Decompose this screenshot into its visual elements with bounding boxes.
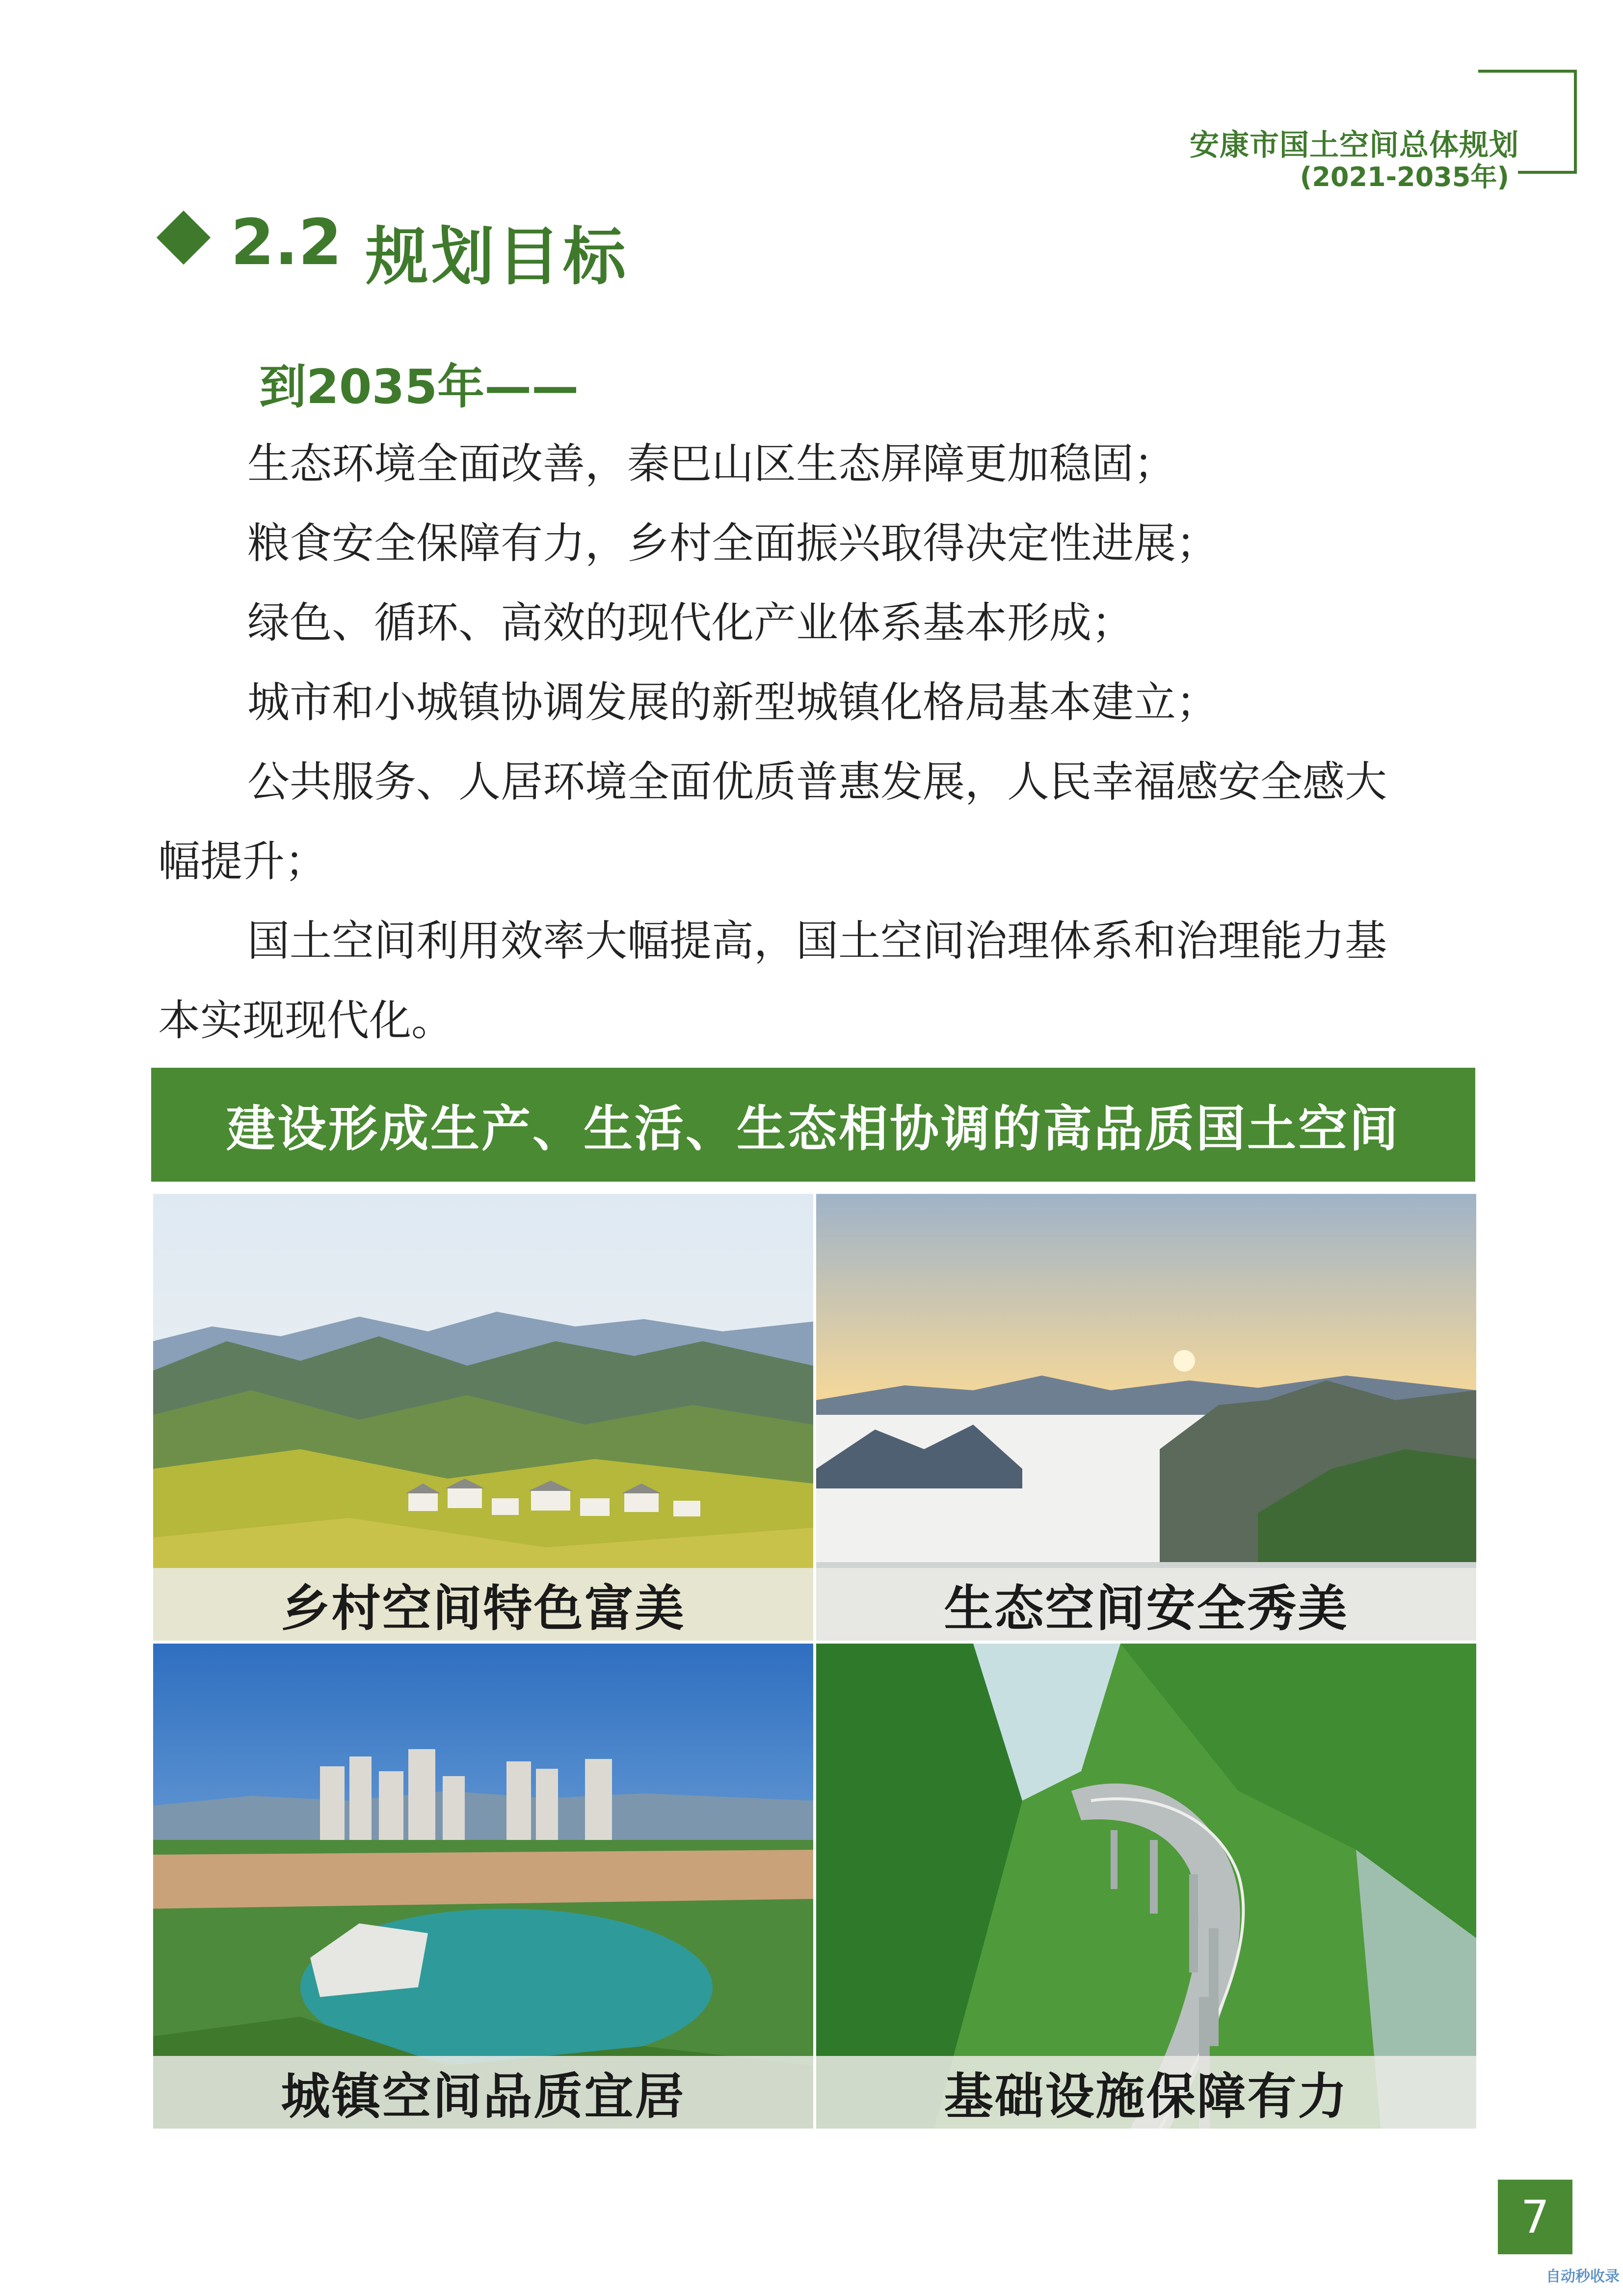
header-frame-bottom bbox=[1518, 171, 1577, 174]
caption-text: 基础设施保障有力 bbox=[944, 2068, 1349, 2125]
paragraph-6-cont bbox=[158, 981, 1473, 1060]
caption-bar bbox=[153, 2056, 813, 2129]
photo-infrastructure bbox=[816, 1644, 1476, 2129]
page-number: 7 bbox=[1520, 2190, 1550, 2243]
caption-bar bbox=[816, 2056, 1476, 2129]
caption-bar bbox=[153, 1568, 813, 1641]
caption-text: 城镇空间品质宜居 bbox=[281, 2068, 686, 2125]
paragraph-text: 城市和小城镇协调发展的新型城镇化格局基本建立； bbox=[247, 678, 1218, 727]
caption-bar bbox=[816, 1568, 1476, 1641]
section-title: 规划目标 bbox=[366, 220, 629, 294]
watermark: 自动秒收录 bbox=[1546, 2268, 1620, 2285]
page-number-box bbox=[1498, 2180, 1572, 2254]
photo-ecological-space bbox=[816, 1194, 1476, 1641]
banner-text: 建设形成生产、生活、生态相协调的高品质国土空间 bbox=[226, 1100, 1400, 1158]
paragraph-6 bbox=[158, 901, 1473, 981]
paragraph-text: 本实现现代化。 bbox=[158, 996, 453, 1045]
header-frame-vertical bbox=[1574, 70, 1577, 174]
paragraph-text: 幅提升； bbox=[158, 837, 327, 886]
paragraph-text: 生态环境全面改善，秦巴山区生态屏障更加稳固； bbox=[247, 439, 1176, 488]
paragraph-1 bbox=[158, 424, 1473, 504]
paragraph-text: 绿色、循环、高效的现代化产业体系基本形成； bbox=[247, 598, 1134, 648]
paragraph-text: 粮食安全保障有力，乡村全面振兴取得决定性进展； bbox=[247, 519, 1218, 568]
header-frame-top bbox=[1478, 70, 1577, 73]
paragraph-5-cont bbox=[158, 822, 1473, 901]
paragraph-text: 国土空间利用效率大幅提高，国土空间治理体系和治理能力基 bbox=[247, 917, 1387, 966]
paragraph-3 bbox=[158, 583, 1473, 663]
paragraph-text: 公共服务、人居环境全面优质普惠发展，人民幸福感安全感大 bbox=[247, 757, 1387, 807]
caption-text: 乡村空间特色富美 bbox=[281, 1580, 686, 1637]
lead-line: 到2035年—— bbox=[259, 359, 579, 414]
caption-text: 生态空间安全秀美 bbox=[944, 1580, 1349, 1637]
banner bbox=[151, 1068, 1475, 1182]
paragraph-5 bbox=[158, 742, 1473, 822]
photo-rural-space bbox=[153, 1194, 813, 1641]
paragraph-4 bbox=[158, 663, 1473, 742]
diamond-bullet-icon bbox=[157, 211, 211, 265]
header-years: (2021-2035年) bbox=[1300, 162, 1509, 192]
paragraph-2 bbox=[158, 504, 1473, 583]
header-title: 安康市国土空间总体规划 bbox=[1190, 128, 1519, 162]
section-number: 2.2 bbox=[231, 206, 342, 279]
photo-urban-space bbox=[153, 1644, 813, 2129]
